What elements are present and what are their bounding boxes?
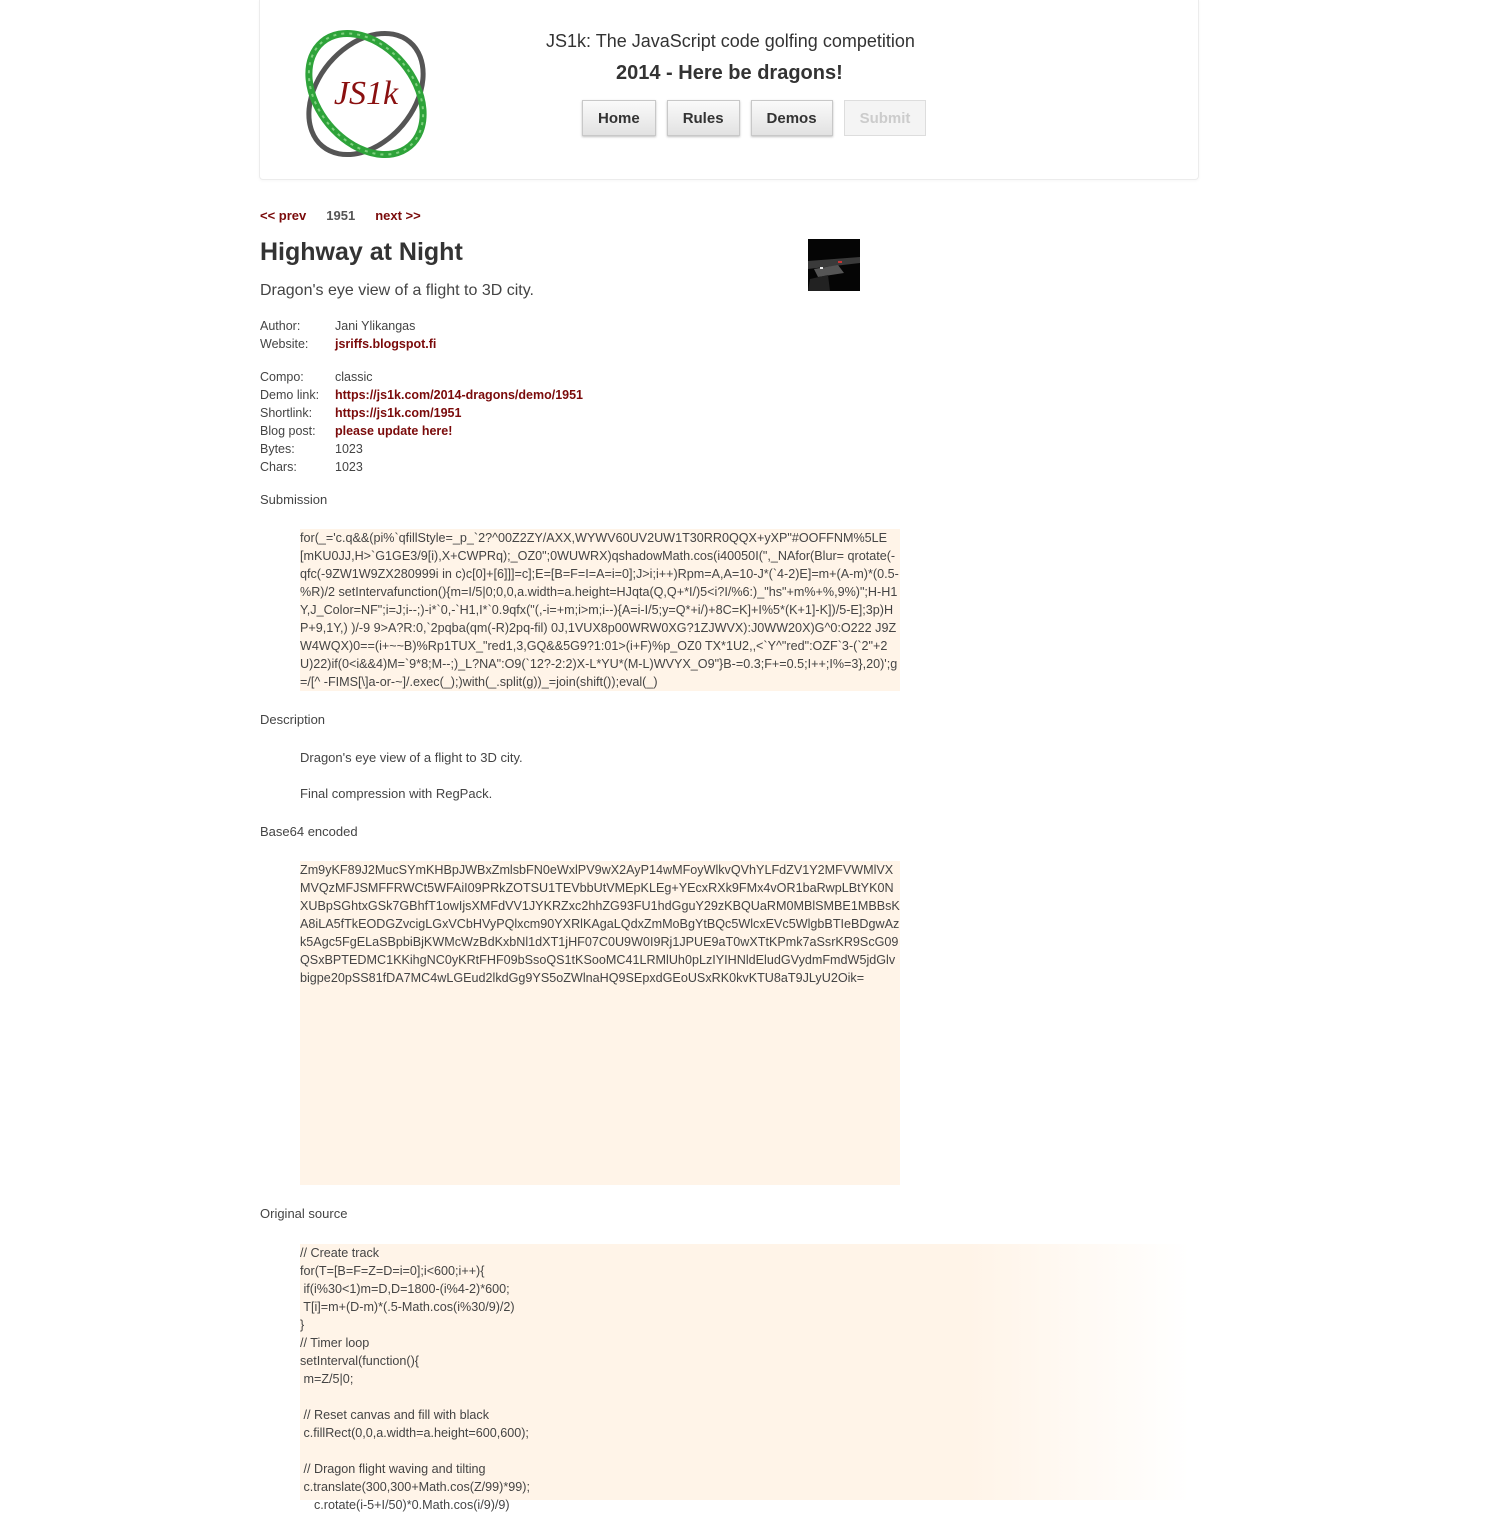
description-line: Dragon's eye view of a flight to 3D city.: [300, 750, 523, 765]
shortlink[interactable]: https://js1k.com/1951: [335, 406, 462, 420]
nav-rules-button[interactable]: Rules: [667, 100, 740, 136]
original-source-heading: Original source: [260, 1206, 348, 1221]
author-info: [260, 317, 436, 353]
demo-thumbnail[interactable]: [808, 239, 860, 291]
source-line: // Reset canvas and fill with black: [300, 1408, 489, 1422]
shortlink-label: Shortlink:: [260, 406, 313, 420]
source-line: setInterval(function(){: [300, 1354, 419, 1368]
chars-value: 1023: [335, 460, 363, 474]
blog-label: Blog post:: [260, 424, 316, 438]
demo-title: Highway at Night: [260, 238, 463, 266]
source-line: c.rotate(i-5+I/50)*0.Math.cos(i/9)/9): [300, 1498, 510, 1512]
submission-code: for(_='c.q&&(pi%`qfillStyle=_p_`2?^00Z2ZY/AXX,WYWV60UV2UW1T30RR0QQX+yXP"#OOFFNM%5LE[mKU0JJ,H>`G1GE3/9[i),X+CWPRq);_OZ0";0WUWRX)qshadowMath.cos(i40050I(",_NAfor(Blur= qrotate(-qfc(-9ZW1W9ZX280999i in c)c[0]+[6]]]=c];E=[B=F=I=A=i=0];J>i;i++)Rpm=A,A=10-J*(`4-2)E]=m+(A-m)*(0.5-%R)/2 setIntervafunction(){m=I/5|0;0,0,a.width=a.height=HJqta(Q,Q+*I/)5<i?I/%6:)_"hs"+m%+%,9%)";H-H1Y,J_Color=NF";i=J;i--;)-i*`0,-`H1,I*`0.9qfx("(,-i=+m;i>m;i--){A=i-I/5;y=Q*+i/)+8C=K]+I%5*(K+1]-K])/5-E];3p)HP+9,1Y,) )/-9 9>A?R:0,`2pqba(qm(-R)2pq-fil) 0J,1VUX8p00WRW0XG?1ZJWVX):J0WW20X)G^0:O222 J9ZW4WQX)0==(i+~~B)%Rp1TUX_"red1,3,GQ&&5G9?1:01>(i+F)%p_OZ0 TX*1U2,,<`Y^"red":OZF`3-(`2"+2U)22)if(0<i&&4)M=`9*8;M--;)_L?NA":O9(`12?-2:2)X-L*YU*(M-L)WVYX_O9"}B-=0.3;F+=0.5;I++;I%=3},20)';g=/[^ -FIMS[\]a-or-~]/.exec(_);)with(_.split(g))_=join(shift());eval(_): [300, 531, 899, 689]
source-line: m=Z/5|0;: [300, 1372, 354, 1386]
website-label: Website:: [260, 337, 309, 351]
bytes-label: Bytes:: [260, 442, 295, 456]
svg-text:JS1k: JS1k: [333, 75, 399, 112]
site-title: JS1k: The JavaScript code golfing competition: [546, 31, 915, 51]
compo-label: Compo:: [260, 370, 304, 384]
source-line: if(i%30<1)m=D,D=1800-(i%4-2)*600;: [300, 1282, 510, 1296]
next-link[interactable]: next >>: [375, 208, 421, 223]
source-line: // Create track: [300, 1246, 380, 1260]
blog-link[interactable]: please update here!: [335, 424, 453, 438]
site-header: [259, 0, 1199, 180]
author-label: Author:: [260, 319, 301, 333]
nav-submit-button: Submit: [844, 100, 927, 136]
source-line: }: [300, 1318, 305, 1332]
source-line: [300, 1388, 1190, 1406]
bytes-value: 1023: [335, 442, 363, 456]
description-line: Final compression with RegPack.: [300, 786, 493, 801]
source-line: [300, 1442, 1190, 1460]
demo-link-label: Demo link:: [260, 388, 320, 402]
edition-title: 2014 - Here be dragons!: [616, 62, 843, 84]
demo-number: 1951: [326, 208, 356, 223]
demo-details: [260, 368, 583, 476]
compo-value: classic: [335, 370, 373, 384]
original-source-code: [300, 1244, 1190, 1512]
source-line: for(T=[B=F=Z=D=i=0];i<600;i++){: [300, 1264, 485, 1278]
submission-heading: Submission: [260, 492, 328, 507]
js1k-logo[interactable]: [294, 22, 438, 166]
source-line: // Timer loop: [300, 1336, 370, 1350]
prev-link[interactable]: << prev: [260, 208, 307, 223]
demo-link[interactable]: https://js1k.com/2014-dragons/demo/1951: [335, 388, 584, 402]
base64-code: Zm9yKF89J2MucSYmKHBpJWBxZmlsbFN0eWxlPV9wX2AyP14wMFoyWlkvQVhYLFdZV1Y2MFVWMlVXMVQzMFJSMFFRWCt5WFAiI09PRkZOTSU1TEVbbUtVMEpKLEg+YEcxRXk9FMx4vOR1baRwpLBtYK0NXUBpSGhtxGSk7GBhfT1owIjsXMFdVV1JYKRZxc2hhZG93FU1hdGguY29zKBQUaRM0MBlSMBE1MBBsKA8iLA5fTkEODGZvcigLGxVCbHVyPQlxcm90YXRlKAgaLQdxZmMoBgYtBQc5WlcxEVc5WlgbBTIeBDgwAzk5Agc5FgELaSBpbiBjKWMcWzBdKxbNl1dXT1jHF07C0U9W0I9Rj1JPUE9aT0wXTtKPmk7aSsrKR9ScG09QSxBPTEDMC1KKihgNC0yKRtFHF09bSsoQS1tKSooMC41LRMlUh0pLzIYIHNldEludGVydmFmdW5jdGlvbigpe20pSS81fDA7MC4wLGEud2lkdGg9YS5oZWlnaHQ9SEpxdGEoUSxRK0kvKTU8aT9JLyU2Oik=: [300, 861, 900, 1185]
website-link[interactable]: jsriffs.blogspot.fi: [335, 337, 437, 351]
main-nav: [582, 100, 926, 136]
description-heading: Description: [260, 712, 326, 727]
source-line: T[i]=m+(D-m)*(.5-Math.cos(i%30/9)/2): [300, 1300, 515, 1314]
nav-home-button[interactable]: Home: [582, 100, 656, 136]
chars-label: Chars:: [260, 460, 297, 474]
source-line: c.fillRect(0,0,a.width=a.height=600,600);: [300, 1426, 529, 1440]
base64-heading: Base64 encoded: [260, 824, 358, 839]
author-name: Jani Ylikangas: [335, 319, 416, 333]
source-line: c.translate(300,300+Math.cos(Z/99)*99);: [300, 1480, 530, 1494]
demo-pager: [260, 208, 421, 223]
demo-tagline: Dragon's eye view of a flight to 3D city.: [260, 282, 534, 299]
nav-demos-button[interactable]: Demos: [751, 100, 833, 136]
source-line: // Dragon flight waving and tilting: [300, 1462, 486, 1476]
